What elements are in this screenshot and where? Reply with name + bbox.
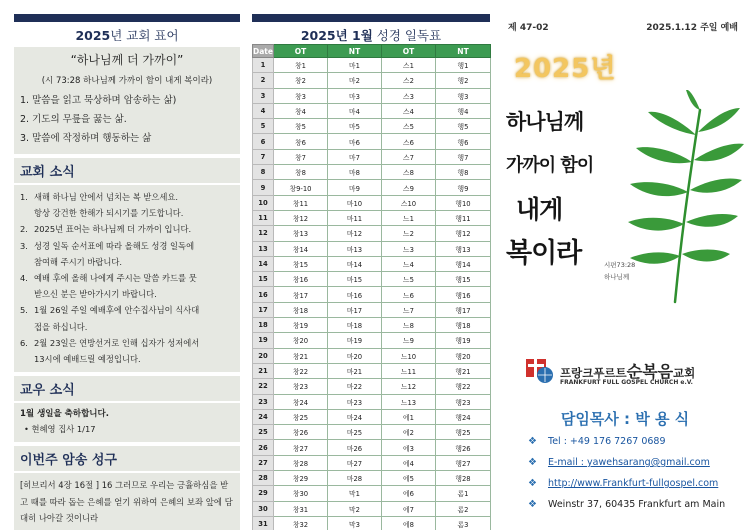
news-item [20, 270, 234, 286]
table-date-cell: 2 [253, 73, 274, 88]
table-header-cell: OT [382, 45, 436, 58]
motto-title-rest: 년 교회 표어 [110, 28, 179, 43]
news-item-number: 3. [20, 240, 28, 251]
table-row [253, 272, 491, 287]
table-cell: 행9 [436, 180, 491, 195]
table-cell: 창14 [274, 241, 328, 256]
motto-section-title [14, 26, 240, 44]
news-item-number: 6. [20, 337, 28, 348]
table-cell: 행4 [436, 103, 491, 118]
table-cell: 마7 [328, 149, 382, 164]
table-row [253, 226, 491, 241]
table-cell: 느13 [382, 394, 436, 409]
table-cell: 느12 [382, 379, 436, 394]
table-cell: 느5 [382, 272, 436, 287]
table-cell: 마1 [328, 58, 382, 73]
table-cell: 마9 [328, 180, 382, 195]
left-column [14, 14, 240, 530]
calligraphy-line-4: 복이라 [506, 238, 582, 269]
news-item-text: 성경 일독 순서표에 따라 올해도 성경 일독에 [34, 240, 195, 251]
table-cell: 행23 [436, 394, 491, 409]
table-cell: 행17 [436, 302, 491, 317]
table-cell: 창4 [274, 103, 328, 118]
table-date-cell: 13 [253, 241, 274, 256]
motto-title-year: 2025 [75, 28, 111, 43]
table-cell: 행1 [436, 58, 491, 73]
table-cell: 느1 [382, 210, 436, 225]
table-cell: 스8 [382, 165, 436, 180]
pastor-name: 담임목사 : 박 용 식 [560, 410, 690, 428]
table-date-cell: 3 [253, 88, 274, 103]
news-item-text: 2월 23일은 연방선거로 인해 십자가 성저에서 [34, 337, 200, 348]
memory-verse-text: [히브리서 4장 16절 ] 16 그러므로 우리는 긍휼하심을 받고 때를 따라 돕는 은혜를 얻기 위하여 은혜의 보좌 앞에 담대히 나아갈 것이니라 [20, 480, 233, 524]
seal-line-1: 시편73:28 [604, 261, 636, 269]
table-date-cell: 24 [253, 409, 274, 424]
table-cell: 에6 [382, 486, 436, 501]
table-row [253, 287, 491, 302]
table-date-cell: 4 [253, 103, 274, 118]
table-cell: 행15 [436, 272, 491, 287]
table-cell: 스1 [382, 58, 436, 73]
table-row [253, 88, 491, 103]
table-cell: 행20 [436, 348, 491, 363]
contact-phone [528, 436, 666, 447]
table-cell: 스4 [382, 103, 436, 118]
news-item [20, 286, 234, 302]
table-cell: 막2 [328, 501, 382, 516]
news-item-text: 예배 후에 올해 나에게 주시는 말씀 카드를 뭇 [34, 273, 197, 284]
table-cell: 창19 [274, 318, 328, 333]
table-cell: 에1 [382, 409, 436, 424]
table-cell: 마14 [328, 256, 382, 271]
news-item [20, 205, 234, 221]
table-cell: 행18 [436, 318, 491, 333]
church-name-main: 순복음 [626, 362, 674, 381]
news-item-number: 1. [20, 192, 28, 202]
table-date-cell: 14 [253, 256, 274, 271]
table-date-cell: 12 [253, 226, 274, 241]
table-cell: 스3 [382, 88, 436, 103]
table-cell: 행8 [436, 165, 491, 180]
table-cell: 스7 [382, 149, 436, 164]
church-name-prefix: 프랑크푸르트 [560, 366, 627, 380]
table-cell: 스5 [382, 119, 436, 134]
table-row [253, 103, 491, 118]
table-row [253, 134, 491, 149]
table-cell: 느10 [382, 348, 436, 363]
table-cell: 창26 [274, 425, 328, 440]
news-item-text: 받으신 분은 받아가시기 바랍니다. [34, 289, 157, 300]
table-cell: 창32 [274, 516, 328, 530]
table-row [253, 516, 491, 530]
table-cell: 행3 [436, 88, 491, 103]
table-date-cell: 8 [253, 165, 274, 180]
news-item [20, 335, 234, 351]
news-item [20, 319, 234, 335]
table-cell: 행7 [436, 149, 491, 164]
calligraphy-motto [506, 100, 622, 276]
table-header-cell: NT [436, 45, 491, 58]
table-cell: 행21 [436, 363, 491, 378]
right-column [500, 0, 750, 530]
table-cell: 행22 [436, 379, 491, 394]
news-item-number [20, 319, 34, 335]
table-cell: 창27 [274, 440, 328, 455]
table-cell: 롬3 [436, 516, 491, 530]
news-item-number [20, 254, 34, 270]
table-cell: 느8 [382, 318, 436, 333]
contact-website [528, 478, 718, 489]
news-item-number: 2. [20, 224, 28, 235]
website-link[interactable]: http://www.Frankfurt-fullgospel.com [548, 478, 719, 489]
church-name-english: FRANKFURT FULL GOSPEL CHURCH e.V. [560, 379, 693, 386]
news-list [20, 189, 234, 367]
reading-table-title [252, 26, 490, 44]
table-cell: 마12 [328, 226, 382, 241]
diamond-bullet-icon: ❖ [528, 499, 537, 510]
table-date-cell: 1 [253, 58, 274, 73]
table-row [253, 425, 491, 440]
table-cell: 창8 [274, 165, 328, 180]
table-cell: 에3 [382, 440, 436, 455]
news-heading: 교회 소식 [14, 158, 240, 183]
seal-line-2: 하나님께 [604, 273, 630, 281]
table-date-cell: 28 [253, 471, 274, 486]
table-cell: 행5 [436, 119, 491, 134]
table-row [253, 180, 491, 195]
table-cell: 마24 [328, 409, 382, 424]
news-item [20, 254, 234, 270]
table-cell: 창25 [274, 409, 328, 424]
table-cell: 에2 [382, 425, 436, 440]
table-row [253, 73, 491, 88]
table-cell: 느9 [382, 333, 436, 348]
table-cell: 마6 [328, 134, 382, 149]
table-cell: 행14 [436, 256, 491, 271]
table-date-cell: 10 [253, 195, 274, 210]
motto-verse: (시 73:28 하나님께 가까이 함이 내게 복이라) [41, 76, 213, 86]
table-cell: 창15 [274, 256, 328, 271]
news-item-text: 2025년 표어는 하나님께 더 가까이 입니다. [34, 224, 192, 235]
table-row [253, 455, 491, 470]
table-row [253, 440, 491, 455]
table-row [253, 333, 491, 348]
staff-item: • 현혜영 집사 1/17 [24, 424, 96, 435]
diamond-bullet-icon: ❖ [528, 478, 537, 489]
table-cell: 행19 [436, 333, 491, 348]
table-header-row [253, 45, 491, 58]
table-cell: 마19 [328, 333, 382, 348]
table-row [253, 409, 491, 424]
table-row [253, 119, 491, 134]
table-date-cell: 16 [253, 287, 274, 302]
news-item-text: 항상 강건한 한해가 되시기를 기도합니다. [34, 208, 184, 219]
table-date-cell: 6 [253, 134, 274, 149]
table-cell: 느6 [382, 287, 436, 302]
table-cell: 마8 [328, 165, 382, 180]
table-date-cell: 30 [253, 501, 274, 516]
memory-verse-heading: 이번주 암송 성구 [14, 446, 240, 471]
table-cell: 행25 [436, 425, 491, 440]
table-cell: 행28 [436, 471, 491, 486]
table-cell: 창6 [274, 134, 328, 149]
table-date-cell: 15 [253, 272, 274, 287]
diamond-bullet-icon: ❖ [528, 457, 537, 468]
table-cell: 행11 [436, 210, 491, 225]
table-row [253, 394, 491, 409]
table-cell: 에4 [382, 455, 436, 470]
table-cell: 창31 [274, 501, 328, 516]
table-cell: 마17 [328, 302, 382, 317]
table-cell: 창24 [274, 394, 328, 409]
table-date-cell: 17 [253, 302, 274, 317]
table-cell: 창5 [274, 119, 328, 134]
table-row [253, 379, 491, 394]
issue-number: 제 47-02 [508, 23, 549, 33]
branch-stem [675, 110, 700, 302]
address-text: Weinstr 37, 60435 Frankfurt am Main [548, 499, 726, 510]
staff-subheading: 1월 생일을 축하합니다. [20, 409, 109, 420]
motto-box [14, 47, 240, 154]
table-date-cell: 18 [253, 318, 274, 333]
table-cell: 행13 [436, 241, 491, 256]
table-cell: 창1 [274, 58, 328, 73]
calligraphy-line-2: 가까이 함이 [506, 155, 594, 176]
table-cell: 창2 [274, 73, 328, 88]
table-date-cell: 23 [253, 394, 274, 409]
table-cell: 롬2 [436, 501, 491, 516]
table-cell: 스9 [382, 180, 436, 195]
table-cell: 마18 [328, 318, 382, 333]
table-cell: 마28 [328, 471, 382, 486]
table-row [253, 486, 491, 501]
table-date-cell: 5 [253, 119, 274, 134]
calligraphy-line-3: 내게 [516, 195, 563, 224]
top-divider-bar [14, 14, 240, 22]
table-cell: 에8 [382, 516, 436, 530]
news-item-text: 새해 하나님 안에서 넘치는 복 받으세요. [34, 192, 179, 202]
table-cell: 에7 [382, 501, 436, 516]
table-cell: 마23 [328, 394, 382, 409]
table-cell: 에5 [382, 471, 436, 486]
table-cell: 마15 [328, 272, 382, 287]
table-cell: 창17 [274, 287, 328, 302]
table-date-cell: 22 [253, 379, 274, 394]
table-cell: 마5 [328, 119, 382, 134]
table-cell: 느4 [382, 256, 436, 271]
staff-heading: 교우 소식 [14, 376, 240, 401]
table-header-cell: Date [253, 46, 273, 56]
table-cell: 창13 [274, 226, 328, 241]
motto-item: 3. 말씀에 작정하며 행동하는 삶 [20, 133, 152, 144]
news-item-number [20, 286, 34, 302]
motto-list [20, 91, 234, 148]
phone-text: Tel : +49 176 7267 0689 [548, 436, 666, 447]
news-item-text: 1월 26일 주일 예배후에 안수집사님이 식사대 [34, 305, 200, 316]
contact-email [528, 457, 710, 468]
middle-column [252, 14, 490, 530]
service-date: 2025.1.12 주일 예배 [646, 23, 738, 33]
reading-title-rest: 성경 일독표 [372, 28, 442, 43]
table-cell: 마11 [328, 210, 382, 225]
table-cell: 행26 [436, 440, 491, 455]
table-date-cell: 19 [253, 333, 274, 348]
table-date-cell: 11 [253, 210, 274, 225]
table-row [253, 256, 491, 271]
staff-box [14, 403, 240, 442]
table-body [253, 58, 491, 530]
table-cell: 마21 [328, 363, 382, 378]
table-cell: 창30 [274, 486, 328, 501]
table-cell: 행6 [436, 134, 491, 149]
table-cell: 마4 [328, 103, 382, 118]
table-cell: 창7 [274, 149, 328, 164]
table-cell: 창29 [274, 471, 328, 486]
table-cell: 마2 [328, 73, 382, 88]
table-row [253, 241, 491, 256]
motto-item: 2. 기도의 무릎을 꿇는 삶. [20, 114, 127, 125]
table-cell: 창20 [274, 333, 328, 348]
news-box [14, 185, 240, 372]
news-item-number [20, 205, 34, 221]
table-row [253, 471, 491, 486]
news-item-number: 5. [20, 305, 28, 316]
table-row [253, 302, 491, 317]
table-date-cell: 7 [253, 149, 274, 164]
table-divider-bar [252, 14, 490, 22]
table-cell: 창28 [274, 455, 328, 470]
table-cell: 마22 [328, 379, 382, 394]
table-row [253, 318, 491, 333]
table-header-cell: OT [274, 45, 328, 58]
table-date-cell: 26 [253, 440, 274, 455]
table-cell: 마13 [328, 241, 382, 256]
news-item-text: 13시에 예배드릴 예정입니다. [34, 354, 141, 365]
table-date-cell: 31 [253, 516, 274, 530]
table-cell: 마20 [328, 348, 382, 363]
news-item [20, 238, 234, 254]
table-cell: 창21 [274, 348, 328, 363]
news-item [20, 302, 234, 318]
table-cell: 느3 [382, 241, 436, 256]
news-item-text: 참여해 주시기 바랍니다. [34, 256, 123, 267]
table-row [253, 149, 491, 164]
table-cell: 느7 [382, 302, 436, 317]
table-cell: 창16 [274, 272, 328, 287]
table-cell: 롬1 [436, 486, 491, 501]
news-item-number: 4. [20, 273, 28, 284]
reading-title-bold: 2025년 1월 [300, 28, 373, 43]
table-row [253, 348, 491, 363]
calligraphy-line-1: 하나님께 [506, 109, 584, 134]
table-cell: 행24 [436, 409, 491, 424]
news-item-text: 접을 하십니다. [34, 321, 88, 332]
reading-table [252, 44, 491, 530]
table-cell: 행12 [436, 226, 491, 241]
table-cell: 창11 [274, 195, 328, 210]
news-item [20, 351, 234, 367]
news-item [20, 221, 234, 237]
motto-item: 1. 말씀을 읽고 묵상하며 암송하는 삶) [20, 95, 177, 106]
table-row [253, 210, 491, 225]
table-cell: 행16 [436, 287, 491, 302]
table-cell: 마27 [328, 455, 382, 470]
motto-text: “하나님께 더 가까이” [70, 53, 184, 67]
diamond-bullet-icon: ❖ [528, 436, 537, 447]
news-item [20, 189, 234, 205]
church-logo-icon [524, 355, 554, 385]
table-cell: 마10 [328, 195, 382, 210]
news-item-number [20, 351, 34, 367]
table-cell: 느2 [382, 226, 436, 241]
table-row [253, 195, 491, 210]
table-cell: 창12 [274, 210, 328, 225]
table-row [253, 165, 491, 180]
table-cell: 창3 [274, 88, 328, 103]
table-row [253, 58, 491, 73]
table-row [253, 363, 491, 378]
table-cell: 막1 [328, 486, 382, 501]
table-cell: 창22 [274, 363, 328, 378]
memory-verse-box [14, 473, 240, 530]
table-cell: 마26 [328, 440, 382, 455]
table-cell: 마25 [328, 425, 382, 440]
table-date-cell: 27 [253, 455, 274, 470]
table-date-cell: 20 [253, 348, 274, 363]
table-cell: 창18 [274, 302, 328, 317]
table-cell: 스2 [382, 73, 436, 88]
church-name-suffix: 교회 [673, 366, 696, 380]
table-cell: 느11 [382, 363, 436, 378]
table-date-cell: 9 [253, 180, 274, 195]
table-date-cell: 29 [253, 486, 274, 501]
table-cell: 창9-10 [274, 180, 328, 195]
email-link[interactable]: E-mail : yawehsarang@gmail.com [548, 457, 710, 468]
table-cell: 행10 [436, 195, 491, 210]
table-cell: 스6 [382, 134, 436, 149]
table-cell: 행2 [436, 73, 491, 88]
table-cell: 마16 [328, 287, 382, 302]
table-header-cell: NT [328, 45, 382, 58]
table-cell: 스10 [382, 195, 436, 210]
table-cell: 막3 [328, 516, 382, 530]
table-date-cell: 21 [253, 363, 274, 378]
olive-branch-illustration [620, 90, 745, 305]
year-banner: 2025년 [514, 54, 617, 84]
table-date-cell: 25 [253, 425, 274, 440]
contact-address [528, 499, 725, 510]
table-cell: 마3 [328, 88, 382, 103]
table-cell: 행27 [436, 455, 491, 470]
table-cell: 창23 [274, 379, 328, 394]
leaf-group [628, 90, 744, 264]
table-row [253, 501, 491, 516]
